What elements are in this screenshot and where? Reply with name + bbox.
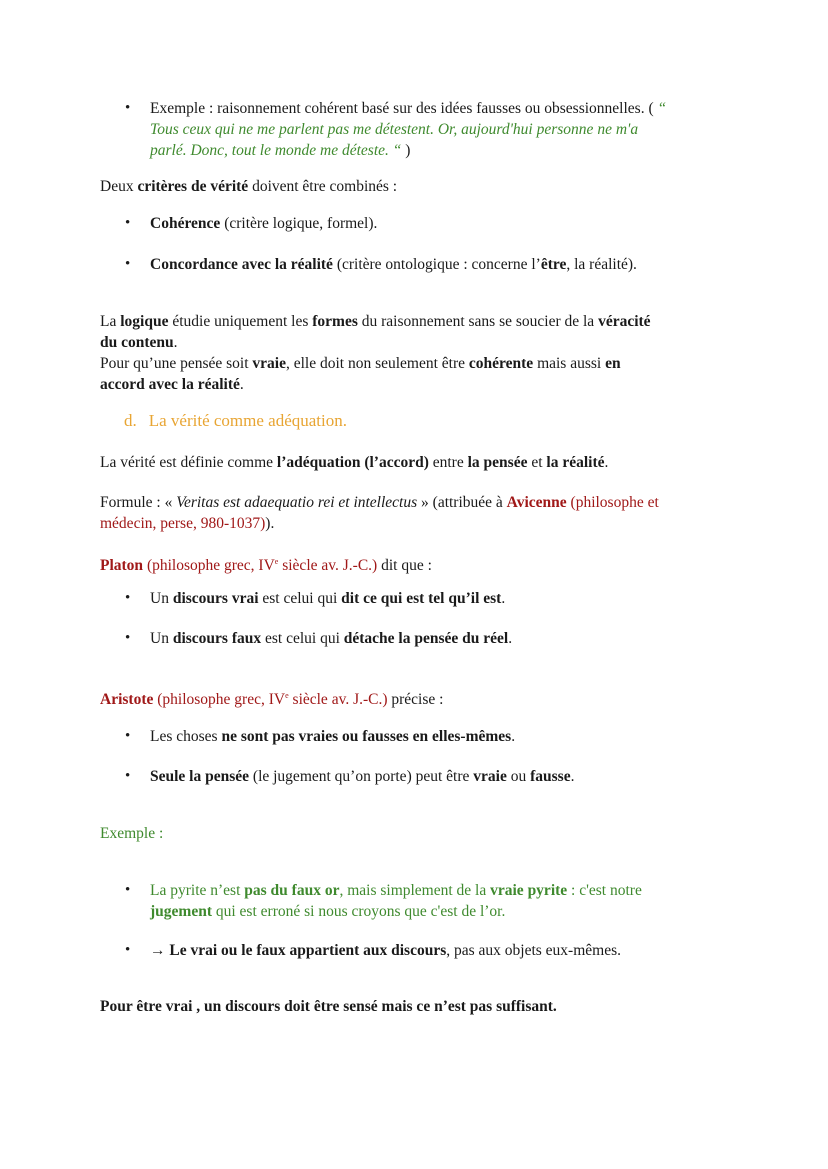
aristote-item-1 (125, 726, 750, 747)
text: : c'est notre (567, 882, 642, 899)
bold-text: logique (120, 313, 169, 330)
critere-concordance (125, 254, 750, 275)
text: Un (150, 630, 173, 647)
bold-text: cohérente (468, 355, 534, 372)
philosopher-desc: siècle av. J.-C.) (288, 691, 388, 709)
latin-formula: Veritas est adaequatio rei et intellectus (176, 494, 418, 511)
section-marker: d. (124, 411, 137, 430)
bold-text: Cohérence (150, 215, 221, 232)
example-text: Exemple : raisonnement cohérent basé sur des idées fausses ou obsessionnelles. ( (150, 100, 654, 117)
text: Les choses (150, 728, 222, 745)
bullet-icon: • (125, 882, 131, 898)
bold-text: vraie pyrite (490, 882, 568, 899)
exemple-item-2 (125, 940, 750, 961)
text: La (100, 313, 121, 330)
quote-open: “ (653, 100, 667, 117)
bold-text: dit ce qui est tel qu’il est (341, 590, 502, 607)
text: mais aussi (533, 355, 606, 372)
text: Formule : « (100, 494, 177, 511)
exemple-item-1 (125, 880, 750, 922)
philosopher-name: Aristote (100, 691, 154, 709)
text: . (570, 768, 575, 785)
text: Un (150, 590, 173, 607)
bullet-icon: • (125, 768, 131, 784)
text: Pour qu’une pensée soit (100, 355, 253, 372)
bold-text: détache la pensée du réel (343, 630, 509, 647)
text: La vérité est définie comme (100, 454, 277, 471)
bold-text: critères de vérité (137, 178, 249, 195)
critere-coherence (125, 213, 750, 234)
text: du raisonnement sans se soucier de la (357, 313, 599, 330)
aristote-intro (100, 685, 730, 710)
bold-text: vraie (252, 355, 286, 372)
aristote-item-2 (125, 766, 750, 787)
text: Deux (100, 178, 138, 195)
formule-paragraph (100, 492, 730, 534)
text: . (508, 630, 513, 647)
bold-text: accord avec la réalité (100, 376, 240, 393)
bold-text: Concordance avec la réalité (150, 256, 333, 273)
conclusion: Pour être vrai , un discours doit être sensé mais ce n’est pas suffisant. (100, 998, 557, 1015)
text: (critère logique, formel). (220, 215, 378, 232)
bold-text: l’adéquation (l’accord) (276, 454, 429, 471)
text: (le jugement qu’on porte) peut être (249, 768, 474, 785)
text: est celui qui (261, 630, 344, 647)
text: . (173, 334, 178, 351)
text: . (604, 454, 609, 471)
philosopher-name: Avicenne (506, 494, 567, 511)
text: et (527, 454, 547, 471)
philosopher-desc: (philosophe et (566, 494, 659, 511)
bold-text: fausse (530, 768, 571, 785)
definition-paragraph (100, 452, 730, 473)
bullet-icon: • (125, 942, 131, 958)
bold-text: la réalité (546, 454, 605, 471)
text: » (attribuée à (417, 494, 507, 511)
logique-paragraph (100, 311, 730, 395)
text: , elle doit non seulement être (285, 355, 469, 372)
text: entre (428, 454, 468, 471)
bold-text: être (540, 256, 567, 273)
quote-close: “ (388, 142, 402, 159)
bold-text: pas du faux or (244, 882, 340, 899)
quote-line-2: parlé. Donc, tout le monde me déteste. (150, 142, 389, 159)
text: ou (506, 768, 531, 785)
section-heading (124, 410, 754, 431)
bullet-icon: • (125, 100, 131, 116)
bold-text: Seule la pensée (150, 768, 250, 785)
bold-text: discours vrai (172, 590, 259, 607)
text: , mais simplement de la (339, 882, 491, 899)
superscript: e (285, 691, 289, 700)
text: , la réalité). (566, 256, 637, 273)
platon-item-2 (125, 628, 750, 649)
bold-text: → Le vrai ou le faux appartient aux discours (150, 942, 447, 959)
text: doivent être combinés : (248, 178, 398, 195)
philosopher-desc: siècle av. J.-C.) (278, 557, 378, 575)
philosopher-desc: médecin, perse, 980-1037) (100, 515, 266, 532)
bold-text: du contenu (100, 334, 174, 351)
text: , pas aux objets eux-mêmes. (446, 942, 621, 959)
bold-text: en (605, 355, 621, 372)
criteres-intro (100, 176, 730, 197)
bold-text: formes (312, 313, 358, 330)
section-title: La vérité comme adéquation. (148, 411, 347, 430)
text: (critère ontologique : concerne l’ (332, 256, 541, 273)
text: . (511, 728, 516, 745)
bold-text: discours faux (172, 630, 262, 647)
platon-intro (100, 551, 730, 576)
text: ). (265, 515, 275, 532)
bullet-icon: • (125, 630, 131, 646)
platon-item-1 (125, 588, 750, 609)
text: . (239, 376, 244, 393)
bullet-icon: • (125, 590, 131, 606)
bullet-icon: • (125, 728, 131, 744)
bold-text: vraie (473, 768, 507, 785)
example-bullet (125, 98, 750, 161)
text: . (501, 590, 506, 607)
text: est celui qui (258, 590, 342, 607)
philosopher-name: Platon (100, 557, 144, 575)
bullet-icon: • (125, 215, 131, 231)
text: qui est erroné si nous croyons que c'est de l’or. (212, 903, 506, 920)
text: précise : (387, 691, 444, 709)
text: étudie uniquement les (168, 313, 313, 330)
superscript: e (274, 557, 279, 566)
philosopher-desc: (philosophe grec, IV (153, 691, 286, 709)
philosopher-desc: (philosophe grec, IV (143, 557, 275, 575)
paren-close: ) (401, 142, 411, 159)
bold-text: la pensée (467, 454, 528, 471)
bullet-icon: • (125, 256, 131, 272)
text: La pyrite n’est (150, 882, 245, 899)
exemple-label: Exemple : (100, 825, 164, 842)
bold-text: véracité (598, 313, 651, 330)
text: dit que : (377, 557, 432, 575)
quote-line-1: Tous ceux qui ne me parlent pas me détestent. Or, aujourd'hui personne ne m'a (150, 121, 639, 138)
bold-text: ne sont pas vraies ou fausses en elles-mêmes (221, 728, 512, 745)
bold-text: jugement (150, 903, 212, 920)
